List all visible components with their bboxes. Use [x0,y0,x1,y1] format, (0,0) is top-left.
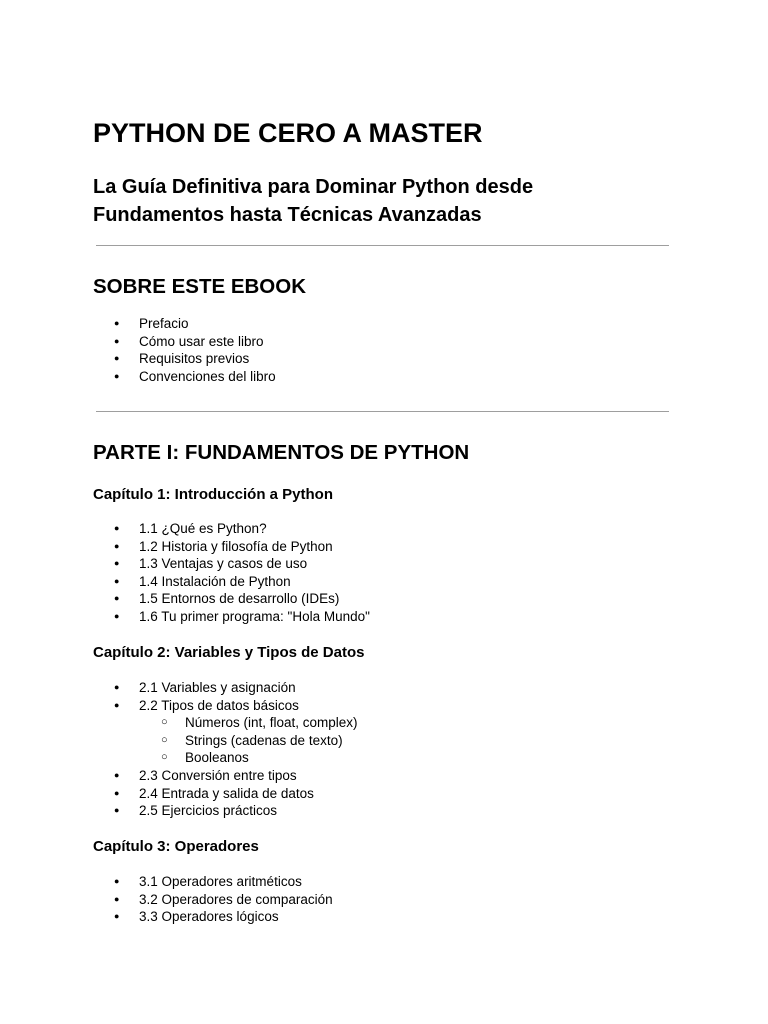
chapter-heading: Capítulo 2: Variables y Tipos de Datos [93,644,365,661]
horizontal-rule [96,245,669,246]
list-item: ● 1.1 ¿Qué es Python? [93,520,370,538]
list-item: ● 1.2 Historia y filosofía de Python [93,538,370,556]
section-heading-part1: PARTE I: FUNDAMENTOS DE PYTHON [93,441,470,464]
chapter-1-list [93,520,370,626]
list-item: ● 2.3 Conversión entre tipos [93,767,358,785]
about-list [93,315,276,385]
list-item: ● 3.2 Operadores de comparación [93,891,333,909]
list-item: ● Cómo usar este libro [93,333,276,351]
document-subtitle: La Guía Definitiva para Dominar Python desde Fundamentos hasta Técnicas Avanzadas [93,176,534,226]
list-item: ● 1.6 Tu primer programa: "Hola Mundo" [93,608,370,626]
list-item: ● Prefacio [93,315,276,333]
sub-list-item: ○ Números (int, float, complex) [93,714,358,732]
chapter-3-list [93,873,333,926]
sub-list-item: ○ Booleanos [93,749,358,767]
list-item: ● 1.3 Ventajas y casos de uso [93,555,370,573]
sub-list-item: ○ Strings (cadenas de texto) [93,732,358,750]
chapter-heading: Capítulo 3: Operadores [93,838,259,855]
chapter-heading: Capítulo 1: Introducción a Python [93,486,333,503]
document-title: PYTHON DE CERO A MASTER [93,118,483,148]
list-item: ● 2.2 Tipos de datos básicos [93,697,358,715]
horizontal-rule [96,411,669,412]
list-item: ● 2.4 Entrada y salida de datos [93,785,358,803]
chapter-2-list [93,679,358,820]
list-item: ● 2.5 Ejercicios prácticos [93,802,358,820]
list-item: ● 3.1 Operadores aritméticos [93,873,333,891]
list-item: ● 3.3 Operadores lógicos [93,908,333,926]
list-item: ● 1.4 Instalación de Python [93,573,370,591]
list-item: ● Convenciones del libro [93,368,276,386]
list-item: ● 1.5 Entornos de desarrollo (IDEs) [93,590,370,608]
list-item: ● 2.1 Variables y asignación [93,679,358,697]
list-item: ● Requisitos previos [93,350,276,368]
section-heading-about: SOBRE ESTE EBOOK [93,275,307,298]
